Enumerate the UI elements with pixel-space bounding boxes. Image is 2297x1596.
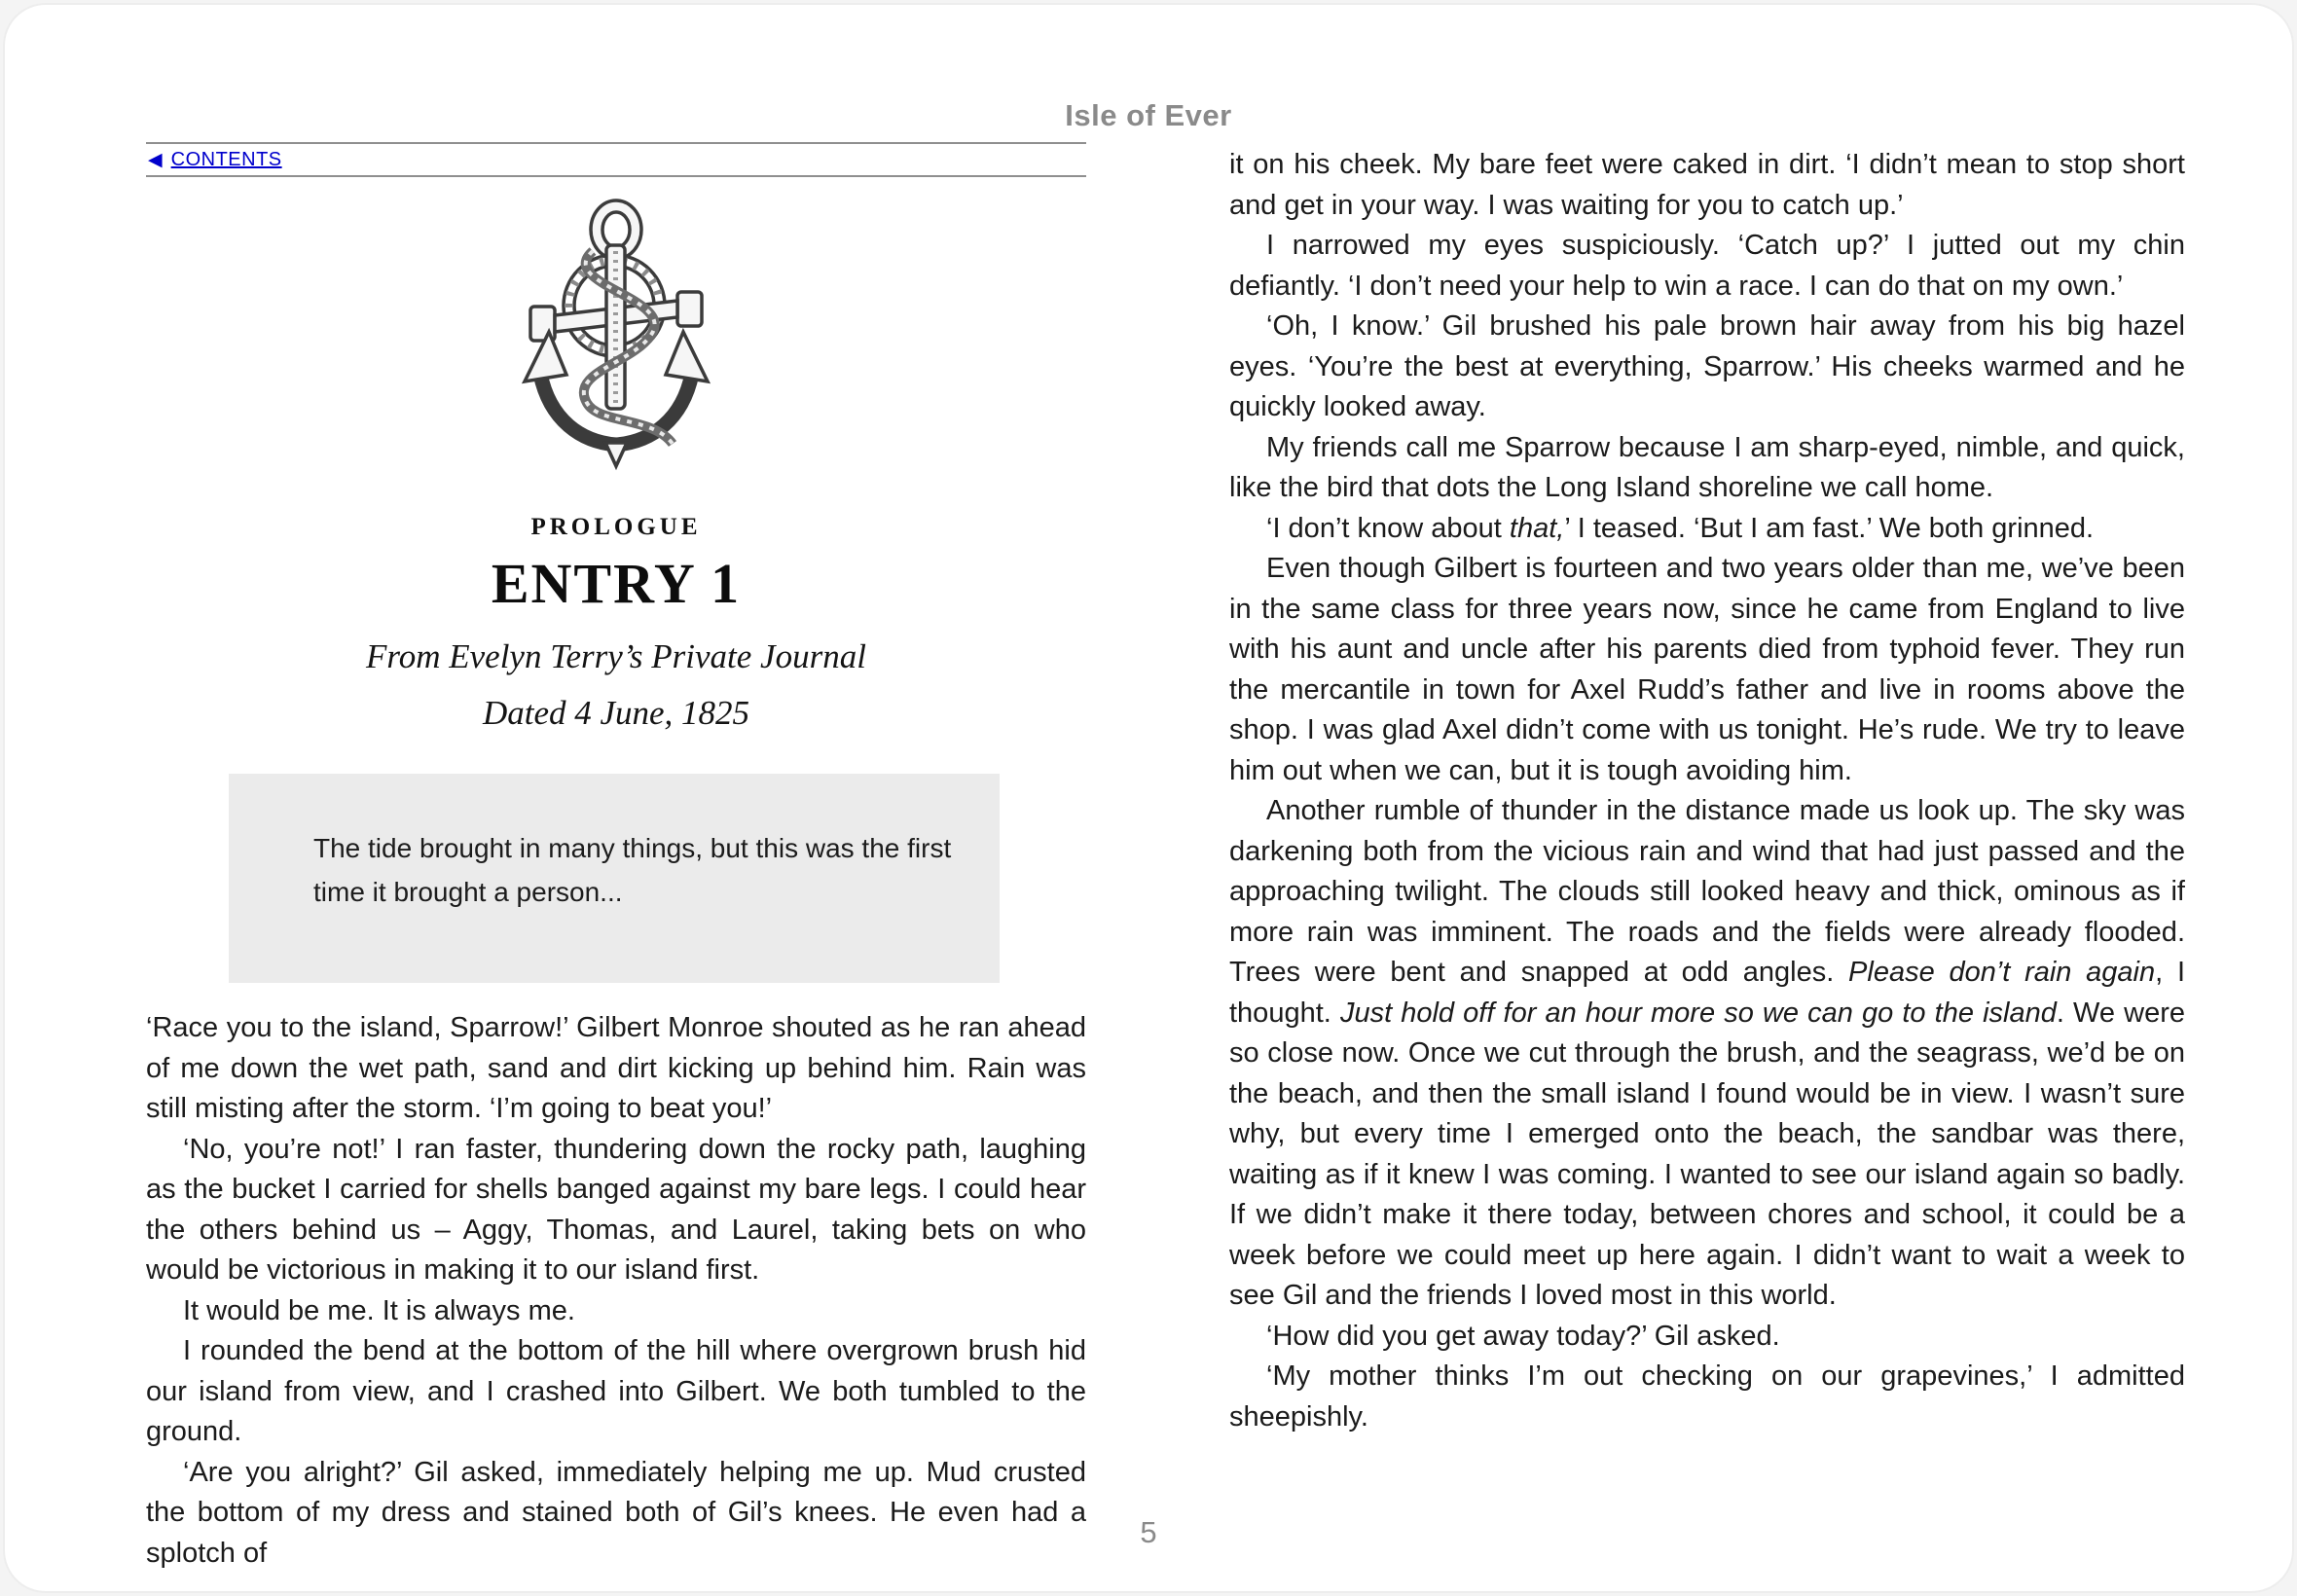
paragraph: ‘Are you alright?’ Gil asked, immediately helping me up. Mud crusted the bottom of my dress and stained both of Gil’s knees. He even had a splotch of xyxy=(146,1456,1086,1569)
paragraph: Even though Gilbert is fourteen and two years older than me, we’ve been in the same class for three years now, since he came from England to live with his aunt and uncle after his parents died from typhoid fever. They run the mercantile in town for Axel Rudd’s father and live in rooms above the shop. I was glad Axel didn’t come with us tonight. He’s rude. We try to leave him out when we can, but it is tough avoiding him. xyxy=(1229,553,2185,786)
left-page-column xyxy=(146,142,1086,1574)
reader-page xyxy=(3,3,2294,1593)
contents-link[interactable]: CONTENTS xyxy=(170,148,282,170)
journal-date: Dated 4 June, 1825 xyxy=(482,694,750,732)
journal-attribution: From Evelyn Terry’s Private Journal xyxy=(366,637,866,675)
paragraph: it on his cheek. My bare feet were caked in dirt. ‘I didn’t mean to stop short and get in your way. I was waiting for you to catch up.’ xyxy=(1229,149,2185,221)
paragraph: ‘I don’t know about that,’ I teased. ‘But I am fast.’ We both grinned. xyxy=(1266,512,2095,544)
chapter-title: ENTRY 1 xyxy=(491,552,742,615)
right-page-body xyxy=(1229,145,2185,1437)
paragraph: ‘No, you’re not!’ I ran faster, thundering down the rocky path, laughing as the bucket I carried for shells banged against my bare legs. I could hear the others behind us – Aggy, Thomas, and Laurel, taking bets on who would be victorious in making it to our island first. xyxy=(146,1133,1086,1286)
paragraph: I rounded the bend at the bottom of the hill where overgrown brush hid our island from view, and I crashed into Gilbert. We both tumbled to the ground. xyxy=(146,1335,1086,1447)
journal-quote-box xyxy=(229,774,1000,983)
paragraph: I narrowed my eyes suspiciously. ‘Catch up?’ I jutted out my chin defiantly. ‘I don’t need your help to win a race. I can do that on my own.’ xyxy=(1229,230,2185,302)
anchor-engraving-icon xyxy=(505,189,727,477)
paragraph: Another rumble of thunder in the distance made us look up. The sky was darkening both from the vicious rain and wind that had just passed and the approaching twilight. The clouds still looked heavy and thick, ominous as if more rain was imminent. The roads and the fields were already flooded. Trees were bent and snapped at odd angles. Please don’t rain again, I thought. Just hold off for an hour more so we can go to the island. We were so close now. Once we cut through the brush, and the seagrass, we’d be on the beach, and then the small island I found would be in view. I wasn’t sure why, but every time I emerged onto the beach, the sandbar was there, waiting as if it knew I was coming. I wanted to see our island again so badly. If we didn’t make it there today, between chores and school, it could be a week before we could meet up here again. I didn’t want to wait a week to see Gil and the friends I loved most in this world. xyxy=(1229,795,2185,1311)
paragraph: ‘Race you to the island, Sparrow!’ Gilbert Monroe shouted as he ran ahead of me down the wet path, sand and dirt kicking up behind him. Rain was still misting after the storm. ‘I’m going to beat you!’ xyxy=(146,1012,1086,1124)
left-page-body xyxy=(146,1008,1086,1574)
book-title-header: Isle of Ever xyxy=(1065,98,1232,132)
paragraph: My friends call me Sparrow because I am sharp-eyed, nimble, and quick, like the bird that dots the Long Island shoreline we call home. xyxy=(1229,431,2185,503)
paragraph: ‘How did you get away today?’ Gil asked. xyxy=(1266,1320,1780,1352)
contents-nav-bar xyxy=(146,142,1086,177)
page-number: 5 xyxy=(1140,1515,1157,1549)
back-triangle-icon[interactable]: ◀ xyxy=(148,149,163,170)
paragraph: It would be me. It is always me. xyxy=(183,1294,575,1326)
paragraph: ‘Oh, I know.’ Gil brushed his pale brown hair away from his big hazel eyes. ‘You’re the best at everything, Sparrow.’ His cheeks warmed and he quickly looked away. xyxy=(1229,310,2185,422)
anchor-illustration xyxy=(146,189,1086,479)
right-page-column xyxy=(1229,145,2185,1437)
paragraph: ‘My mother thinks I’m out checking on our grapevines,’ I admitted sheepishly. xyxy=(1229,1360,2185,1433)
section-kicker: PROLOGUE xyxy=(530,514,702,540)
journal-quote-text: The tide brought in many things, but this was the first time it brought a person... xyxy=(313,833,952,907)
